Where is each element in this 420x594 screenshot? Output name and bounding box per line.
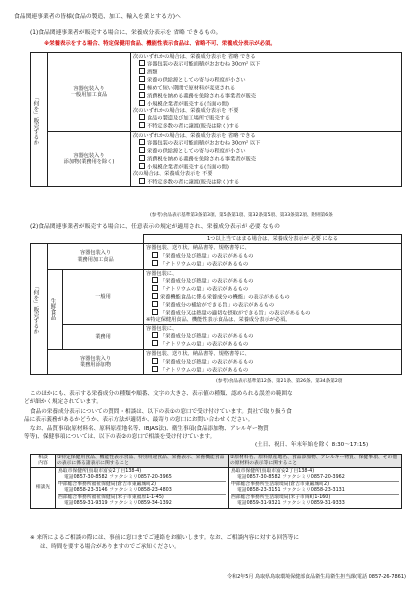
row1-conditions: 次のいずれかの場合は、栄養成分表示を 省略 できる 容器包装の表示可能面積がおおむね 30cm² 以下 酒類 栄養の供給源としての寄与の程度が小さい 極めて短い期間で原材料が変更される 消費税を納める義務を免除される事業者が販売 小規模企業者が販売する(当面の間) 次のいずれかの場合は、栄養成分表示を 不要 食品の製造及び加工場所で販売する 不特定多数の者に譲渡(販売は除く)する [131, 53, 402, 132]
footnote-line-1: ※ 来所によるご相談の際には、事前に窓口までご連絡をお願いします。なお、ご相談内容に対する回答等に [30, 535, 299, 541]
body-line-6: 等等)、保健事項については、以下の表②の窓口で相談を受け付けています。 [24, 434, 216, 440]
office-name: 鳥取市保健所(鳥取市富安2丁目138-4) [231, 469, 315, 474]
s2-row1-conditions: 容器包装、送り状、納品書等、規格書等に、 「栄養成分及び熱量」の表示があるもの 「ナトリウムの量」の表示があるもの [144, 244, 402, 269]
checkbox[interactable] [139, 178, 145, 184]
s2-row3-conditions: 容器包装に、 「栄養成分及び熱量」の表示があるもの 「ナトリウムの量」の表示があるもの [144, 324, 402, 349]
section2-side-label: 「何を」販売するか [31, 244, 48, 375]
office-hours: (土日、祝日、年末年始を除く 8:30〜17:15) [255, 442, 369, 448]
contact-col0-header: 相談 内容 [31, 455, 56, 468]
checkbox[interactable] [139, 147, 145, 153]
office-phone: 電話0858-23-3146 ファクシミリ0858-23-4803 [58, 488, 226, 495]
office-phone: 電話0858-23-3151 ファクシミリ0858-23-3131 [231, 488, 399, 495]
s2-row2-conditions: 容器包装に、 「栄養成分及び熱量」の表示があるもの 「ナトリウムの量」の表示があるもの 栄養機能食品に係る栄養成分の機能」の表示があるもの 「栄養成分の補給ができる旨」の表示があるもの 「栄養成分又は熱量の適切な摂取ができる旨」の表示があるもの ※特定保健用食品、機能性表示食品は、栄養成分表示が必須。 [144, 269, 402, 324]
office-name: 西部総合事務所福祉保健局(米子市東福原1-1-45) [58, 495, 164, 500]
checkbox[interactable] [152, 293, 158, 299]
checkbox[interactable] [139, 122, 145, 128]
page-footer: 令和2年5月 鳥取県鳥取環境保健部食品衛生局衛生担当課(電話 0857-26-7861) [227, 574, 406, 580]
contact-right-list [229, 468, 402, 509]
office-phone: 電話0859-31-9319 ファクシミリ0859-34-1392 [64, 501, 172, 506]
section1-red-note: ※栄養表示をする場合、特定保健用食品、機能性表示食品は、省略不可、栄養成分表示が必須。 [44, 41, 276, 47]
checkbox[interactable] [139, 68, 145, 74]
contact-table [30, 454, 402, 509]
condition-heading: 次のいずれかの場合は、栄養成分表示を 省略 できる [133, 54, 256, 60]
office-name: 中部総合事務所生活環境局(倉吉市東巌城町2) [231, 482, 329, 487]
condition-heading: 次の場合は、栄養成分表示を 不要 [133, 171, 213, 178]
body-line-3: 食品の栄養成分表示についての質問・相談は、以下の表①の窓口で受け付けています。貴社で取り扱う食 [30, 409, 292, 415]
office-phone: 電話0857-30-8582 ファクシミリ0857-20-3965 [58, 475, 226, 482]
page-title: 食品関連事業者の皆様(食品の製造、加工、輸入を業とする方)へ [14, 14, 181, 20]
contact-col1-header: ①特定保健用食品、機能性表示食品、特別用途食品、栄養表示、栄養機能食品の表示に係る諸表示に関すること [56, 455, 229, 468]
checkbox[interactable] [152, 277, 158, 283]
body-line-1: このほかにも、表示する栄養成分の種類や順番、文字の大きさ、表示値の種類、認められる誤差の範囲な [30, 391, 293, 397]
footnote-line-2: は、時間を要する場合がありますのでご承知ください。 [40, 544, 180, 550]
checkbox[interactable] [152, 332, 158, 338]
checkbox[interactable] [152, 285, 158, 291]
condition-heading: 次のいずれかの場合は、栄養成分表示を 不要 [133, 107, 239, 114]
s2-row2-category: 一般用 [63, 269, 144, 324]
s2-row4-category: 容器包装入り 業務用添加物 [48, 350, 144, 375]
s2-row1-category: 容器包装入り 業務用加工食品 [48, 244, 144, 269]
section1-heading: (1)食品関連事業者が販売する場合に、栄養成分表示を 省略 できるもの。 [30, 30, 222, 36]
checkbox[interactable] [139, 76, 145, 82]
row1-category: 容器包装入り 一般用加工食品 [48, 53, 131, 132]
office-name: 鳥取市保健所(鳥取市富安2丁目138-4) [58, 469, 142, 474]
checkbox[interactable] [152, 252, 158, 258]
section1-reference: (参考)食品表示基準第3条第3項、第5条第1項、第32条第5項、第33条第2項、附則第6条 [150, 213, 333, 218]
body-line-4: 品に表示義務があるかどうか、表示方法が適切か、最寄りの窓口にお問い合わせください。 [24, 417, 254, 423]
office-phone: 電話0859-31-9321 ファクシミリ0859-31-9333 [237, 501, 345, 506]
office-name: 西部総合事務所生活環境局(米子市岡町1-160) [231, 495, 331, 500]
checkbox[interactable] [139, 155, 145, 161]
body-line-2: どが細かく規定されています。 [24, 399, 102, 405]
contact-row-label: 相談先 [31, 468, 56, 509]
contact-col2-header: ②原材料名、原料原産地名、食品添加物、アレルギー物質、保健事項、その他の原材料の表示等に関すること [229, 455, 402, 468]
section2-table [30, 234, 402, 375]
contact-left-list [56, 468, 229, 509]
condition-heading: 次のいずれかの場合は、栄養成分表示を 省略 できる [133, 133, 256, 140]
s2-row3-category: 業務用 [63, 324, 144, 349]
checkbox[interactable] [152, 340, 158, 346]
checkbox[interactable] [152, 260, 158, 266]
checkbox[interactable] [152, 309, 158, 315]
checkbox[interactable] [139, 60, 145, 66]
checkbox[interactable] [152, 366, 158, 372]
office-name: 中部総合事務所福祉保健局(倉吉市東巌城町2) [58, 482, 156, 487]
checkbox[interactable] [152, 358, 158, 364]
body-line-5: なお、品質事項(原材料名、原料原産地名等、IBJAS法)、衛生事項(食品添加物、アレルギー物質 [30, 426, 269, 432]
checkbox[interactable] [139, 100, 145, 106]
section1-table [30, 52, 402, 187]
checkbox[interactable] [152, 301, 158, 307]
section2-heading: (2)食品関連事業者が販売する場合に、任意表示の規定が適用され、栄養成分表示が 必要 なもの [30, 224, 280, 230]
s2-row4-conditions: 容器包装、送り状、納品書等、規格書等に、 「栄養成分及び熱量」の表示があるもの 「ナトリウムの量」の表示があるもの [144, 350, 402, 375]
checkbox[interactable] [139, 163, 145, 169]
checkbox[interactable] [139, 84, 145, 90]
checkbox[interactable] [139, 92, 145, 98]
checkbox[interactable] [139, 114, 145, 120]
row2-category: 容器包装入り 添加物(業務用を除く) [48, 132, 131, 187]
section2-top-note: 1つ以上当てはまる場合は、栄養成分表示が 必要 になる [144, 235, 402, 244]
section1-side-label: 「何を」販売するか [31, 53, 48, 187]
office-phone: 電話0857-30-8582 ファクシミリ0857-20-3962 [231, 475, 399, 482]
row2-conditions: 次のいずれかの場合は、栄養成分表示を 省略 できる 容器包装の表示可能面積がおおむね 30cm² 以下 栄養の供給源としての寄与の程度が小さい 消費税を納める義務を免除される事業者が販売 小規模企業者が販売する(当面の間) 次の場合は、栄養成分表示を 不要 不特定多数の者に譲渡(販売は除く)する [131, 132, 402, 187]
fresh-food-group: 生鮮食品 [48, 269, 63, 350]
section2-reference: (参考)食品表示基準第12条、第21条、第26条、第34条第2項 [216, 379, 343, 384]
checkbox[interactable] [139, 139, 145, 145]
